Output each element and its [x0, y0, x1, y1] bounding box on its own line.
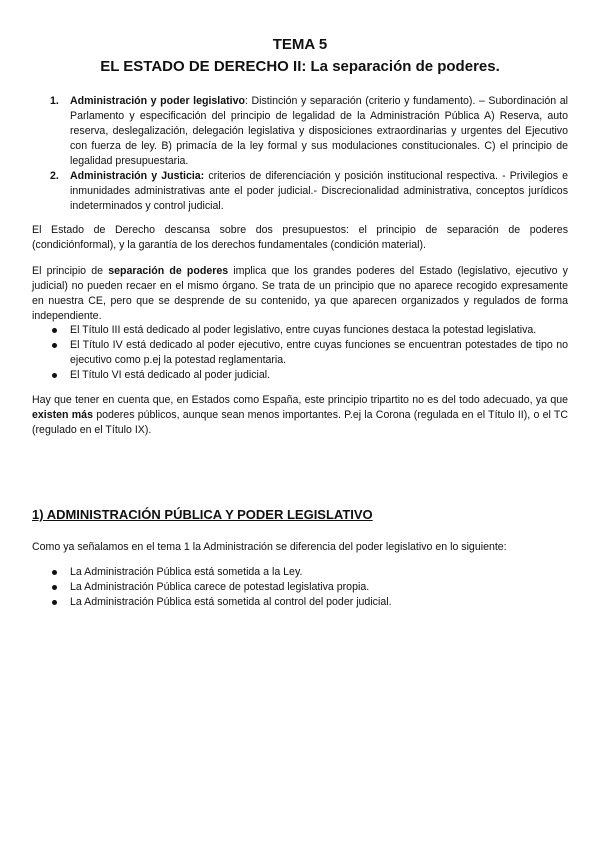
- bullet-icon: [52, 600, 57, 605]
- outline-item: [50, 94, 568, 169]
- bullet-icon: [52, 343, 57, 348]
- outline-lead: Administración y Justicia:: [70, 170, 205, 182]
- list-item: [50, 338, 568, 368]
- bullet-icon: [52, 328, 57, 333]
- bullet-icon: [52, 570, 57, 575]
- list-item-text: El Título IV está dedicado al poder ejecutivo, entre cuyas funciones se encuentran potestades de tipo no ejecutivo como p.ej la potestad reglamentaria.: [70, 339, 568, 366]
- document-subtitle: EL ESTADO DE DERECHO II: La separación de poderes.: [100, 58, 500, 75]
- paragraph-bold-term: separación de poderes: [108, 265, 229, 277]
- list-item-text: La Administración Pública carece de potestad legislativa propia.: [70, 581, 370, 593]
- list-item-text: La Administración Pública está sometida a la Ley.: [70, 566, 303, 578]
- paragraph-diferencias-intro: Como ya señalamos en el tema 1 la Administración se diferencia del poder legislativo en lo siguiente:: [32, 541, 507, 553]
- paragraph-text: implica que los grandes poderes del Estado (legislativo, ejecutivo y judicial) no pueden recaer en el mismo órgano. Se trata de un principio que no aparece recogido expresamente en nuestra CE, pero que se desprende de su contenido, ya que aparecen organizados y regulados de forma independiente.: [32, 265, 568, 322]
- list-item: [50, 580, 568, 595]
- bullet-icon: [52, 585, 57, 590]
- outline-item: [50, 169, 568, 214]
- paragraph-text: poderes públicos, aunque sean menos importantes. P.ej la Corona (regulada en el Título II), o el TC (regulado en el Título IX).: [32, 409, 569, 436]
- list-item-text: El Título VI está dedicado al poder judicial.: [70, 369, 271, 381]
- outline-text: criterios de diferenciación y posición institucional respectiva. - Privilegios e inmunidades administrativas ante el poder judicial.- Discrecionalidad administrativa, conceptos jurídicos indeterminados y control judicial.: [70, 170, 569, 212]
- paragraph-separacion-poderes: [32, 264, 568, 324]
- paragraph-bold-term: existen más: [32, 409, 93, 421]
- bullet-icon: [52, 373, 57, 378]
- titulos-bullet-list: [50, 323, 568, 383]
- list-item-text: El Título III está dedicado al poder legislativo, entre cuyas funciones destaca la potestad legislativa.: [70, 324, 537, 336]
- list-item: [50, 323, 568, 338]
- section-heading: 1) ADMINISTRACIÓN PÚBLICA Y PODER LEGISLATIVO: [32, 507, 373, 522]
- outline-number: 1.: [50, 95, 59, 107]
- list-item: [50, 595, 568, 610]
- outline-lead: Administración y poder legislativo: [70, 95, 245, 107]
- topic-outline-list: [50, 94, 568, 214]
- paragraph-estado-derecho: El Estado de Derecho descansa sobre dos presupuestos: el principio de separación de poderes (condiciónformal), y la garantía de los derechos fundamentales (condición material).: [32, 224, 568, 251]
- list-item: [50, 565, 568, 580]
- list-item-text: La Administración Pública está sometida al control del poder judicial.: [70, 596, 392, 608]
- paragraph-poderes-publicos: [32, 393, 568, 438]
- paragraph-text: El principio de: [32, 265, 109, 277]
- diferencias-bullet-list: [50, 565, 568, 610]
- outline-text: : Distinción y separación (criterio y fundamento). – Subordinación al Parlamento y especificación del principio de legalidad de la Administración Pública A) Reserva, auto reserva, deslegalización, delegación legislativa y disposiciones extraordinarias y urgentes del Ejecutivo con fuerza de ley. B) primacía de la ley formal y sus modulaciones constitucionales. C) el principio de legalidad presupuestaria.: [70, 95, 568, 167]
- outline-number: 2.: [50, 170, 59, 182]
- document-title: TEMA 5: [272, 36, 328, 53]
- paragraph-text: Hay que tener en cuenta que, en Estados como España, este principio tripartito no es del todo adecuado, ya que: [32, 394, 568, 406]
- list-item: [50, 368, 568, 383]
